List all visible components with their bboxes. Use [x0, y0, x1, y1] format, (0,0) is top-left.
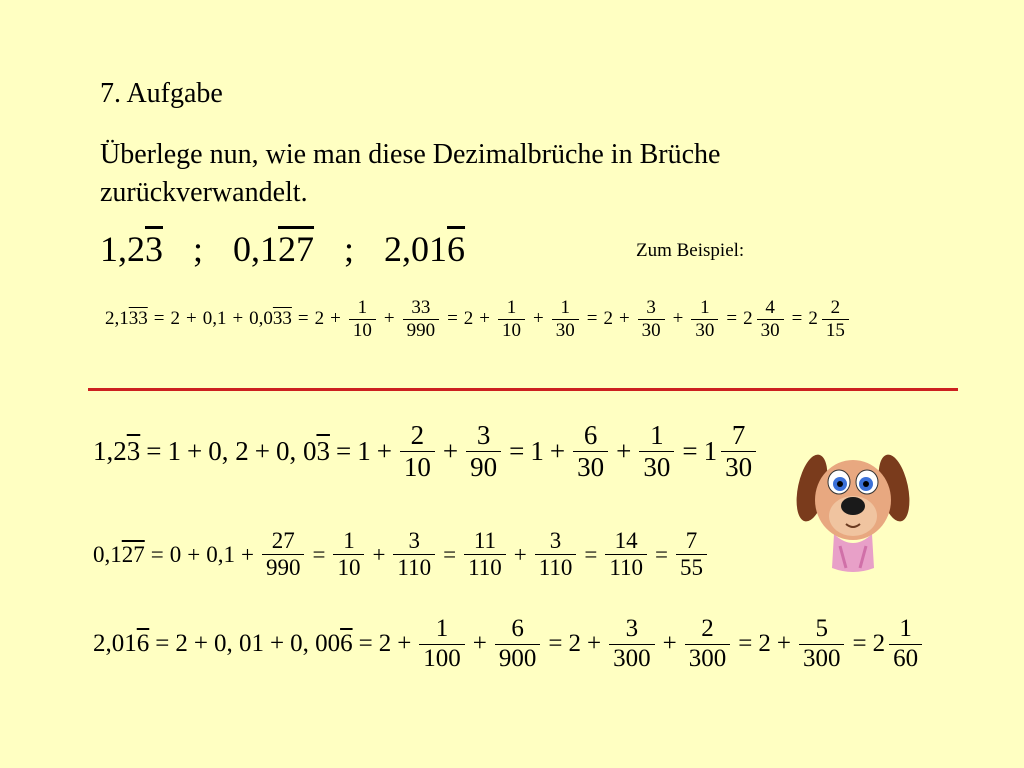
- fraction: [262, 528, 305, 582]
- denominator: 30: [757, 319, 784, 342]
- cartoon-dog-icon: [794, 448, 912, 576]
- fraction: [333, 528, 364, 582]
- operator: +: [254, 436, 270, 467]
- decimal-digits: 0: [302, 436, 317, 467]
- term: 2: [758, 630, 771, 658]
- fraction: [721, 420, 756, 483]
- divider-line: [88, 388, 958, 391]
- denominator: 30: [573, 451, 608, 483]
- decimal-digits: 1: [119, 308, 129, 330]
- term: 2: [743, 308, 753, 330]
- fraction: [495, 615, 541, 674]
- term: 2: [314, 308, 325, 330]
- decimal-period: 6: [136, 630, 150, 658]
- numerator: 7: [685, 528, 698, 553]
- decimal-period: 27: [121, 541, 145, 567]
- decimal-integer: 1,: [100, 229, 127, 269]
- fraction: [464, 528, 506, 582]
- operator: =: [548, 630, 563, 658]
- separator: ;: [193, 229, 204, 269]
- example-label: Zum Beispiel:: [636, 240, 745, 261]
- operator: +: [513, 541, 527, 567]
- decimal-integer: 0,: [249, 308, 264, 330]
- operator: +: [472, 630, 487, 658]
- denominator: 300: [685, 644, 731, 674]
- fraction: [403, 297, 440, 342]
- operator: +: [186, 436, 203, 467]
- decimal-list: [100, 228, 465, 270]
- slide-heading: 7. Aufgabe: [100, 78, 223, 109]
- operator: =: [738, 630, 753, 658]
- numerator: 6: [511, 615, 524, 642]
- operator: +: [479, 308, 490, 330]
- numerator: 1: [357, 297, 368, 318]
- denominator: 10: [498, 319, 525, 342]
- repeating-decimal: [384, 229, 465, 269]
- separator: ;: [344, 229, 355, 269]
- decimal-period: 33: [128, 308, 148, 330]
- decimal-integer: 2,: [93, 630, 112, 658]
- operator: =: [655, 541, 668, 567]
- fraction: [638, 297, 665, 342]
- fraction: [799, 615, 845, 674]
- operator: +: [240, 541, 254, 567]
- decimal-period: 6: [447, 229, 466, 269]
- operator: +: [776, 630, 791, 658]
- numerator: 5: [815, 615, 828, 642]
- fraction: [552, 297, 579, 342]
- numerator: 1: [560, 297, 570, 318]
- denominator: 60: [889, 644, 922, 674]
- operator: +: [397, 630, 412, 658]
- repeating-decimal: [104, 308, 149, 330]
- numerator: 27: [271, 528, 295, 553]
- fraction: [466, 420, 501, 483]
- numerator: 2: [830, 297, 841, 318]
- operator: +: [376, 436, 392, 467]
- fraction: [639, 420, 674, 483]
- denominator: 900: [495, 644, 541, 674]
- operator: =: [682, 436, 698, 467]
- numerator: 14: [614, 528, 638, 553]
- operator: =: [852, 630, 867, 658]
- decimal-digits: 1: [110, 541, 122, 567]
- fraction: [419, 615, 465, 674]
- fraction: [605, 528, 647, 582]
- operator: +: [383, 308, 395, 330]
- numerator: 2: [410, 420, 425, 450]
- operator: +: [533, 308, 544, 330]
- denominator: 990: [403, 319, 440, 342]
- decimal-period: 27: [278, 229, 315, 269]
- decimal-integer: 0,: [233, 229, 261, 269]
- decimal-integer: 2,: [384, 229, 412, 269]
- numerator: 3: [646, 297, 656, 318]
- decimal-digits: 00: [315, 630, 341, 658]
- denominator: 10: [400, 451, 435, 483]
- denominator: 10: [349, 319, 376, 342]
- numerator: 3: [625, 615, 639, 642]
- decimal-period: 6: [340, 630, 353, 658]
- decimal-digits: 2: [113, 436, 127, 467]
- repeating-decimal: [233, 229, 314, 269]
- term: 0: [169, 541, 182, 567]
- solution-row-2: [92, 528, 710, 582]
- operator: +: [330, 308, 341, 330]
- fraction: [822, 297, 849, 342]
- repeating-decimal: [92, 436, 141, 467]
- example-equation: [104, 297, 852, 342]
- decimal-period: 33: [272, 308, 292, 330]
- operator: =: [358, 630, 373, 658]
- denominator: 30: [639, 451, 674, 483]
- task-instruction: Überlege nun, wie man diese Dezimalbrüche in Brüche zurückverwandelt.: [100, 139, 721, 208]
- term: 1: [167, 436, 181, 467]
- operator: =: [791, 308, 803, 330]
- fraction: [889, 615, 922, 674]
- term: 2: [463, 308, 474, 330]
- operator: =: [586, 308, 598, 330]
- numerator: 3: [476, 420, 491, 450]
- repeating-decimal: [275, 436, 331, 467]
- solution-row-1: [92, 420, 759, 483]
- decimal-digits: 2: [127, 229, 145, 269]
- denominator: 110: [535, 554, 577, 581]
- operator: =: [146, 436, 162, 467]
- repeating-decimal: [289, 630, 354, 658]
- operator: =: [509, 436, 525, 467]
- numerator: 1: [506, 297, 517, 318]
- fraction: [498, 297, 525, 342]
- operator: +: [185, 308, 197, 330]
- fraction: [573, 420, 608, 483]
- term: 1: [703, 436, 718, 467]
- decimal-integer: 0,: [290, 630, 316, 658]
- denominator: 990: [262, 554, 305, 581]
- numerator: 33: [411, 297, 431, 318]
- repeating-decimal: [100, 229, 163, 269]
- numerator: 6: [583, 420, 598, 450]
- operator: +: [616, 436, 632, 467]
- decimal-period: 3: [316, 436, 330, 467]
- operator: +: [549, 436, 566, 467]
- term: 2: [872, 630, 886, 658]
- numerator: 3: [408, 528, 420, 553]
- denominator: 30: [638, 319, 665, 342]
- numerator: 7: [731, 420, 746, 450]
- denominator: 90: [466, 451, 501, 483]
- numerator: 1: [899, 615, 912, 642]
- fraction: [535, 528, 577, 582]
- operator: +: [372, 541, 386, 567]
- operator: +: [587, 630, 602, 658]
- denominator: 110: [605, 554, 647, 581]
- fraction: [393, 528, 435, 582]
- operator: =: [155, 630, 170, 658]
- decimal-integer: 0,: [93, 541, 111, 567]
- decimal-digits: 01: [411, 229, 448, 269]
- denominator: 30: [721, 451, 756, 483]
- operator: =: [584, 541, 598, 567]
- denominator: 300: [609, 644, 655, 674]
- operator: =: [335, 436, 352, 467]
- denominator: 55: [676, 554, 707, 581]
- operator: =: [443, 541, 457, 567]
- operator: =: [726, 308, 738, 330]
- term: 1: [357, 436, 371, 467]
- fraction: [757, 297, 784, 342]
- operator: =: [297, 308, 309, 330]
- numerator: 1: [700, 297, 710, 318]
- term: 0,1: [206, 541, 235, 567]
- term: 2: [170, 308, 180, 330]
- decimal-integer: 1,: [93, 436, 114, 467]
- term: 0,1: [202, 308, 227, 330]
- numerator: 1: [435, 615, 449, 642]
- denominator: 10: [333, 554, 364, 581]
- decimal-digits: 0: [263, 308, 273, 330]
- operator: +: [672, 308, 684, 330]
- decimal-integer: 2,: [105, 308, 120, 330]
- fraction: [685, 615, 731, 674]
- repeating-decimal: [248, 308, 293, 330]
- numerator: 11: [473, 528, 496, 553]
- fraction: [691, 297, 718, 342]
- numerator: 3: [549, 528, 562, 553]
- term: 1: [530, 436, 544, 467]
- denominator: 30: [552, 319, 579, 342]
- numerator: 1: [650, 420, 664, 450]
- decimal-integer: 0,: [275, 436, 303, 467]
- denominator: 300: [799, 644, 845, 674]
- operator: +: [232, 308, 244, 330]
- repeating-decimal: [92, 630, 150, 658]
- repeating-decimal: [92, 542, 146, 568]
- operator: +: [193, 630, 208, 658]
- operator: +: [618, 308, 630, 330]
- operator: =: [447, 308, 458, 330]
- fraction: [609, 615, 655, 674]
- denominator: 110: [464, 554, 506, 581]
- denominator: 30: [691, 319, 718, 342]
- decimal-digits: 01: [111, 630, 137, 658]
- decimal-digits: 1: [260, 229, 279, 269]
- term: 2: [603, 308, 613, 330]
- denominator: 15: [822, 319, 849, 342]
- operator: =: [150, 541, 164, 567]
- term: 2: [808, 308, 818, 330]
- operator: =: [312, 541, 326, 567]
- decimal-period: 3: [145, 229, 163, 269]
- operator: =: [153, 308, 165, 330]
- operator: +: [442, 436, 459, 467]
- operator: +: [662, 630, 677, 658]
- numerator: 2: [701, 615, 714, 642]
- solution-row-3: [92, 615, 925, 674]
- operator: +: [269, 630, 285, 658]
- numerator: 4: [765, 297, 775, 318]
- term: 0, 01: [213, 630, 264, 658]
- denominator: 110: [393, 554, 435, 581]
- fraction: [349, 297, 376, 342]
- decimal-period: 3: [126, 436, 141, 467]
- term: 0, 2: [208, 436, 249, 467]
- numerator: 1: [343, 528, 355, 553]
- term: 2: [378, 630, 392, 658]
- operator: +: [187, 541, 201, 567]
- fraction: [400, 420, 435, 483]
- term: 2: [568, 630, 582, 658]
- term: 2: [175, 630, 188, 658]
- denominator: 100: [419, 644, 465, 674]
- fraction: [676, 528, 707, 582]
